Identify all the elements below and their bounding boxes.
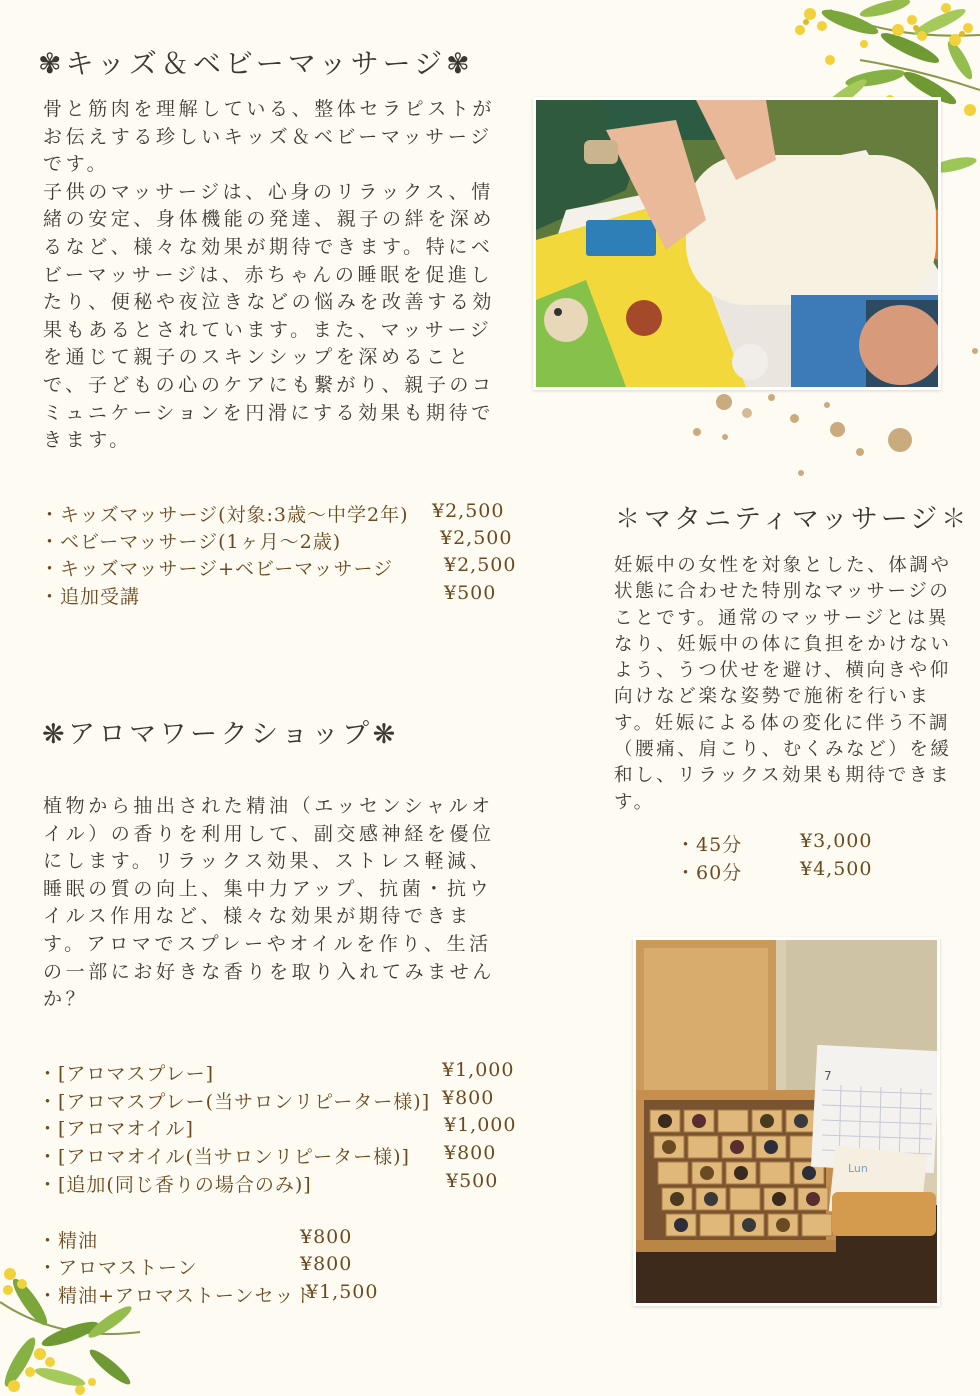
paragraph-line: イル）の香りを利用して、副交感神経を優位 bbox=[43, 822, 495, 845]
oil-bottle bbox=[662, 1140, 676, 1154]
price-row bbox=[38, 1281, 379, 1308]
oil-bottle bbox=[692, 1114, 706, 1128]
oil-bottle bbox=[704, 1192, 718, 1206]
price-row bbox=[38, 1253, 353, 1280]
kids-massage-description bbox=[43, 96, 495, 455]
price-row bbox=[40, 527, 513, 554]
paragraph-line: 睡眠の質の向上、集中力アップ、抗菌・抗ウ bbox=[43, 877, 493, 900]
price-label: ・[追加(同じ香りの場合のみ)] bbox=[38, 1174, 312, 1196]
paragraph-line: にします。リラックス効果、ストレス軽減、 bbox=[43, 850, 493, 873]
paragraph-line: 緒の安定、身体機能の発達、親子の絆を深め bbox=[43, 208, 496, 231]
paragraph-line: なり、妊娠中の体に負担をかけない bbox=[614, 633, 952, 655]
price-row bbox=[40, 582, 497, 609]
price-amount: ¥500 bbox=[446, 1170, 499, 1192]
paragraph-line: す。アロマでスプレーやオイルを作り、生活 bbox=[43, 932, 492, 955]
price-amount: ¥800 bbox=[300, 1253, 353, 1275]
paragraph-line: 植物から抽出された精油（エッセンシャルオ bbox=[43, 795, 494, 817]
aroma-workshop-title: ❋アロマワークショップ❋ bbox=[42, 719, 399, 750]
price-row bbox=[38, 1170, 499, 1197]
price-amount: ¥800 bbox=[300, 1226, 353, 1248]
price-amount: ¥1,000 bbox=[444, 1114, 517, 1136]
paragraph-line: イルス作用など、様々な効果が期待できま bbox=[43, 905, 472, 928]
price-label: ・60分 bbox=[676, 862, 743, 884]
paragraph-line: 骨と筋肉を理解している、整体セラピストが bbox=[43, 98, 496, 120]
price-amount: ¥2,500 bbox=[440, 527, 513, 549]
paragraph-line: きます。 bbox=[43, 429, 132, 452]
price-label: ・ベビーマッサージ(1ヶ月〜2歳) bbox=[40, 531, 342, 553]
price-row bbox=[38, 1226, 353, 1253]
price-row bbox=[40, 500, 505, 527]
price-label: ・キッズマッサージ(対象:3歳〜中学2年) bbox=[40, 504, 409, 526]
price-row bbox=[676, 830, 873, 857]
aroma-oil-box-photo bbox=[633, 937, 940, 1306]
oil-bottle bbox=[806, 1192, 820, 1206]
oil-bottle bbox=[772, 1192, 786, 1206]
paragraph-line: お伝えする珍しいキッズ＆ベビーマッサージ bbox=[43, 125, 493, 148]
oil-bottle bbox=[760, 1114, 774, 1128]
oil-bottle bbox=[776, 1218, 790, 1232]
price-amount: ¥1,500 bbox=[306, 1281, 379, 1303]
paragraph-line: よう、うつ伏せを避け、横向きや仰 bbox=[614, 660, 951, 682]
paragraph-line: たり、便秘や夜泣きなどの悩みを改善する効 bbox=[43, 291, 496, 314]
oil-bottle bbox=[764, 1140, 778, 1154]
paragraph-line: を通じて親子のスキンシップを深めること bbox=[43, 346, 472, 369]
price-label: ・[アロマオイル(当サロンリピーター様)] bbox=[38, 1146, 410, 1168]
price-row bbox=[38, 1087, 495, 1114]
price-amount: ¥800 bbox=[442, 1087, 495, 1109]
oil-bottle bbox=[734, 1166, 748, 1180]
paragraph-line: 妊娠中の女性を対象とした、体調や bbox=[614, 555, 952, 576]
price-label: ・[アロマオイル] bbox=[38, 1118, 194, 1140]
price-amount: ¥3,000 bbox=[800, 830, 873, 852]
card-text: Lun bbox=[848, 1162, 868, 1175]
paragraph-line: で、子どもの心のケアにも繋がり、親子のコ bbox=[43, 373, 495, 396]
paragraph-line: 状態に合わせた特別なマッサージの bbox=[614, 581, 951, 603]
price-label: ・45分 bbox=[676, 834, 743, 856]
price-label: ・[アロマスプレー] bbox=[38, 1063, 215, 1085]
aroma-workshop-description bbox=[43, 793, 495, 1014]
price-row bbox=[38, 1059, 515, 1086]
price-row bbox=[38, 1114, 517, 1141]
paragraph-line: （腰痛、肩こり、むくみなど）を緩 bbox=[614, 739, 952, 761]
price-label: ・キッズマッサージ+ベビーマッサージ bbox=[40, 558, 394, 580]
paragraph-line: です。 bbox=[43, 153, 110, 176]
paragraph-line: ミュニケーションを円滑にする効果も期待で bbox=[43, 401, 494, 424]
price-label: ・精油 bbox=[38, 1230, 99, 1252]
maternity-massage-description bbox=[614, 553, 952, 816]
price-amount: ¥1,000 bbox=[442, 1059, 515, 1081]
price-label: ・精油+アロマストーンセット bbox=[38, 1285, 315, 1307]
price-amount: ¥800 bbox=[444, 1142, 497, 1164]
oil-bottle bbox=[658, 1114, 672, 1128]
paragraph-line: るなど、様々な効果が期待できます。特にベ bbox=[43, 235, 494, 258]
price-amount: ¥2,500 bbox=[432, 500, 505, 522]
calendar-month: 7 bbox=[824, 1069, 832, 1083]
price-amount: ¥2,500 bbox=[444, 554, 517, 576]
paragraph-line: の一部にお好きな香りを取り入れてみません bbox=[43, 960, 496, 983]
oil-bottle bbox=[730, 1140, 744, 1154]
paragraph-line: ビーマッサージは、赤ちゃんの睡眠を促進し bbox=[43, 263, 494, 286]
price-amount: ¥4,500 bbox=[800, 858, 873, 880]
oil-bottle bbox=[700, 1166, 714, 1180]
oil-bottle bbox=[742, 1218, 756, 1232]
kids-massage-title: ✾キッズ＆ベビーマッサージ✾ bbox=[38, 47, 474, 80]
maternity-massage-title: ✽マタニティマッサージ✽ bbox=[614, 504, 971, 535]
price-row bbox=[40, 554, 517, 581]
oil-bottle bbox=[670, 1192, 684, 1206]
price-label: ・アロマストーン bbox=[38, 1257, 198, 1279]
paragraph-line: 和し、リラックス効果も期待できま bbox=[614, 765, 952, 787]
paragraph-line: か？ bbox=[43, 988, 89, 1011]
paragraph-line: 向けなど楽な姿勢で施術を行いま bbox=[614, 686, 931, 708]
paragraph-line: す。 bbox=[614, 791, 655, 813]
paragraph-line: 果もあるとされています。また、マッサージ bbox=[43, 318, 493, 341]
price-row bbox=[676, 858, 873, 885]
price-amount: ¥500 bbox=[444, 582, 497, 604]
oil-bottle bbox=[802, 1166, 816, 1180]
paragraph-line: ことです。通常のマッサージとは異 bbox=[614, 607, 950, 629]
price-row bbox=[38, 1142, 497, 1169]
baby-massage-photo bbox=[533, 97, 941, 390]
price-label: ・[アロマスプレー(当サロンリピーター様)] bbox=[38, 1091, 431, 1113]
paragraph-line: 子供のマッサージは、心身のリラックス、情 bbox=[43, 180, 494, 203]
price-label: ・追加受講 bbox=[40, 586, 141, 608]
oil-bottle bbox=[674, 1218, 688, 1232]
paragraph-line: す。妊娠による体の変化に伴う不調 bbox=[614, 712, 951, 734]
oil-bottle bbox=[794, 1114, 808, 1128]
